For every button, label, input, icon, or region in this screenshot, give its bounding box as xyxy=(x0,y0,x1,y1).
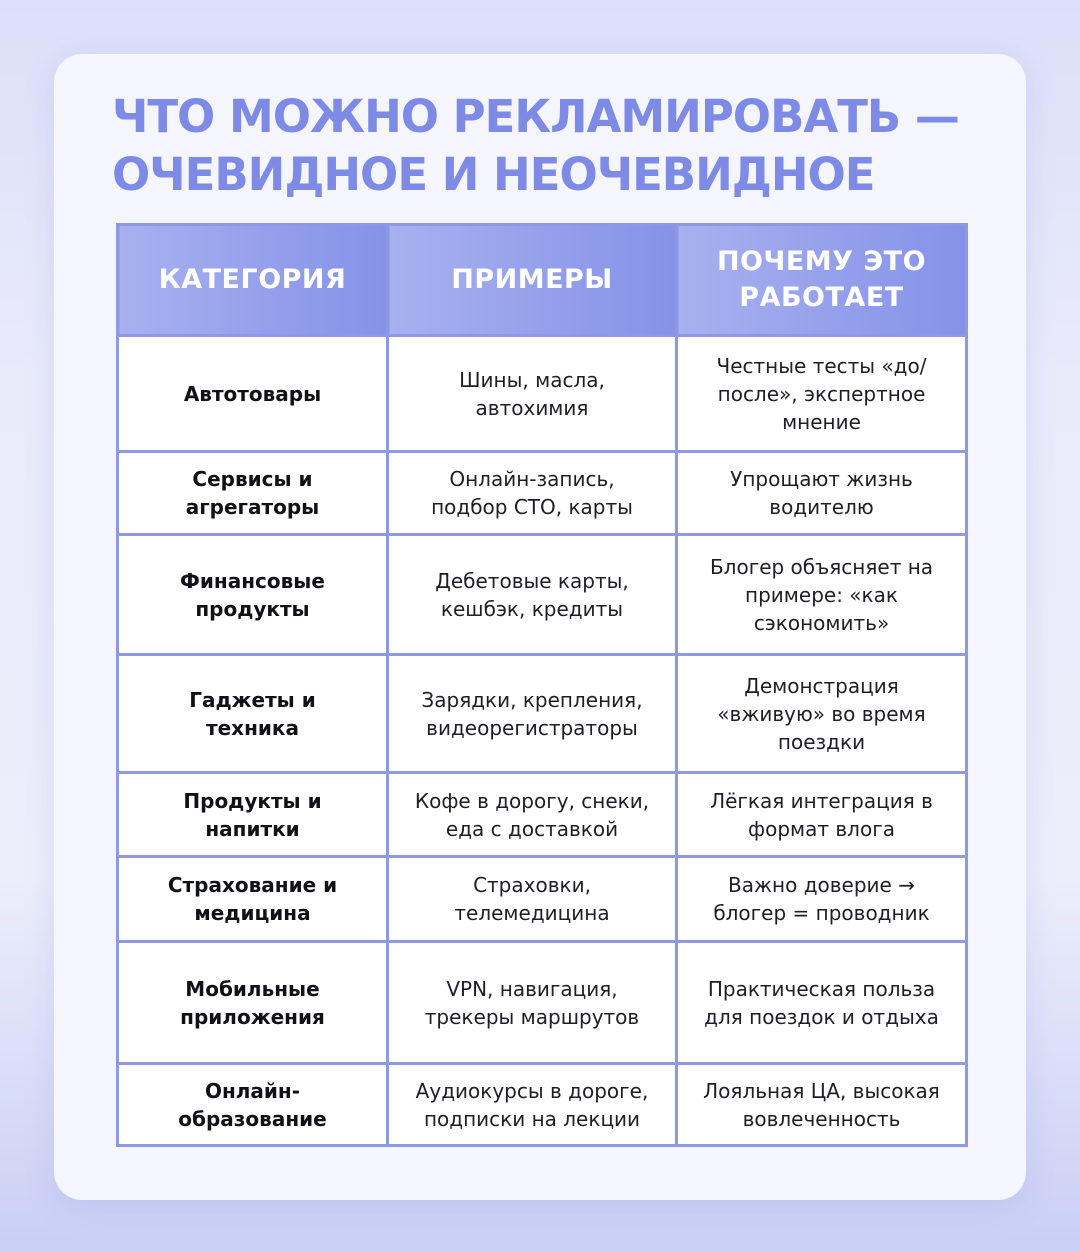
cell-category: Мобильные приложения xyxy=(118,942,388,1064)
cell-reason: Лояльная ЦА, высокая вовлеченность xyxy=(677,1064,967,1146)
table-row xyxy=(118,773,967,857)
cell-examples: Страховки, телемедицина xyxy=(388,857,677,942)
cell-category: Гаджеты и техника xyxy=(118,655,388,773)
cell-examples: Зарядки, крепления, видеорегистраторы xyxy=(388,655,677,773)
advertising-categories-table xyxy=(116,223,968,1147)
cell-reason: Блогер объясняет на примере: «как сэкономить» xyxy=(677,535,967,655)
cell-reason: Демонстрация «вживую» во время поездки xyxy=(677,655,967,773)
cell-reason: Лёгкая интеграция в формат влога xyxy=(677,773,967,857)
page-title xyxy=(112,88,992,204)
header-examples: ПРИМЕРЫ xyxy=(388,225,677,336)
cell-category: Страхование и медицина xyxy=(118,857,388,942)
cell-examples: VPN, навигация, трекеры маршрутов xyxy=(388,942,677,1064)
table-header-row xyxy=(118,225,967,336)
page-title-line-2: ОЧЕВИДНОЕ И НЕОЧЕВИДНОЕ xyxy=(112,148,875,201)
header-category: КАТЕГОРИЯ xyxy=(118,225,388,336)
cell-examples: Онлайн-запись, подбор СТО, карты xyxy=(388,452,677,535)
table-row xyxy=(118,336,967,452)
table-row xyxy=(118,655,967,773)
cell-category: Сервисы и агрегаторы xyxy=(118,452,388,535)
cell-examples: Дебетовые карты, кешбэк, кредиты xyxy=(388,535,677,655)
page-title-line-1: ЧТО МОЖНО РЕКЛАМИРОВАТЬ — xyxy=(112,90,959,143)
cell-category: Онлайн-образование xyxy=(118,1064,388,1146)
table-row xyxy=(118,1064,967,1146)
header-reason: ПОЧЕМУ ЭТО РАБОТАЕТ xyxy=(677,225,967,336)
table-row xyxy=(118,942,967,1064)
cell-reason: Честные тесты «до/после», экспертное мнение xyxy=(677,336,967,452)
cell-category: Продукты и напитки xyxy=(118,773,388,857)
cell-reason: Важно доверие → блогер = проводник xyxy=(677,857,967,942)
table-row xyxy=(118,535,967,655)
cell-reason: Практическая польза для поездок и отдыха xyxy=(677,942,967,1064)
cell-reason: Упрощают жизнь водителю xyxy=(677,452,967,535)
cell-examples: Аудиокурсы в дороге, подписки на лекции xyxy=(388,1064,677,1146)
cell-examples: Шины, масла, автохимия xyxy=(388,336,677,452)
table-row xyxy=(118,857,967,942)
cell-examples: Кофе в дорогу, снеки, еда с доставкой xyxy=(388,773,677,857)
table-row xyxy=(118,452,967,535)
cell-category: Финансовые продукты xyxy=(118,535,388,655)
cell-category: Автотовары xyxy=(118,336,388,452)
